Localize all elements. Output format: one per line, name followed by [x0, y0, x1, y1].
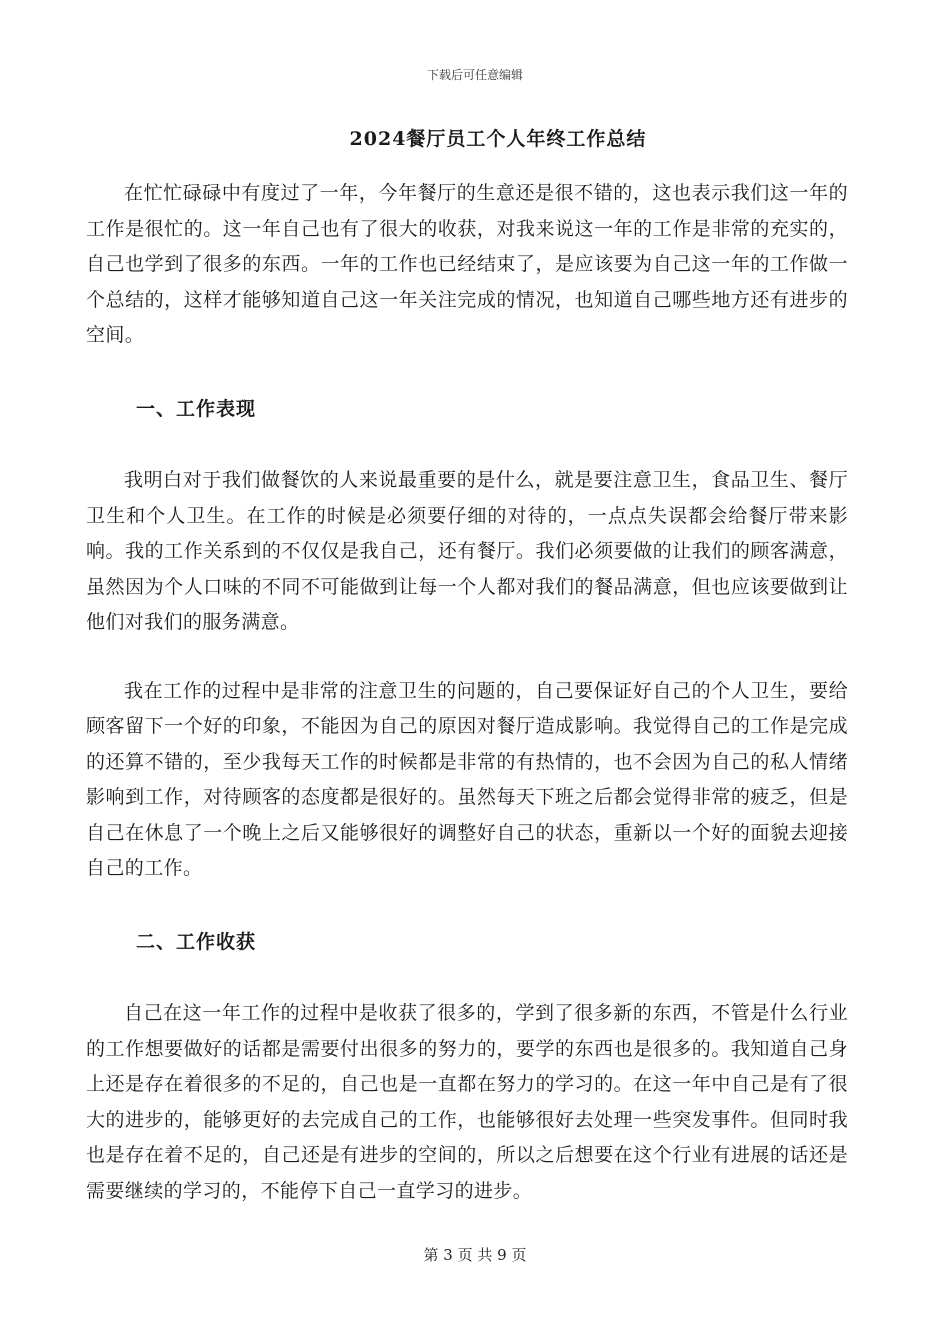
page-footer: 第 3 页 共 9 页: [423, 1246, 527, 1264]
section-heading-gains: 二、工作收获: [136, 930, 257, 953]
document-title: 2024餐厅员工个人年终工作总结: [349, 128, 647, 150]
gains-paragraph-1: 自己在这一年工作的过程中是收获了很多的，学到了很多新的东西，不管是什么行业的工作想要做好的话都是需要付出很多的努力的，要学的东西也是很多的。我知道自己身上还是存在着很多的不足的，自己也是一直都在努力的学习的。在这一年中自己是有了很大的进步的，能够更好的去完成自己的工作，也能够很好去处理一些突发事件。但同时我也是存在着不足的，自己还是有进步的空间的，所以之后想要在这个行业有进展的话还是需要继续的学习的，不能停下自己一直学习的进步。: [86, 1002, 848, 1202]
performance-paragraph-1: 我明白对于我们做餐饮的人来说最重要的是什么，就是要注意卫生，食品卫生、餐厅卫生和个人卫生。在工作的时候是必须要仔细的对待的，一点点失误都会给餐厅带来影响。我的工作关系到的不仅仅是我自己，还有餐厅。我们必须要做的让我们的顾客满意，虽然因为个人口味的不同不可能做到让每一个人都对我们的餐品满意，但也应该要做到让他们对我们的服务满意。: [86, 469, 848, 633]
header-note: 下载后可任意编辑: [426, 68, 523, 82]
document-body: [86, 176, 848, 1209]
intro-paragraph: 在忙忙碌碌中有度过了一年，今年餐厅的生意还是很不错的，这也表示我们这一年的工作是很忙的。这一年自己也有了很大的收获，对我来说这一年的工作是非常的充实的，自己也学到了很多的东西。一年的工作也已经结束了，是应该要为自己这一年的工作做一个总结的，这样才能够知道自己这一年关注完成的情况，也知道自己哪些地方还有进步的空间。: [86, 182, 848, 346]
performance-paragraph-2: 我在工作的过程中是非常的注意卫生的问题的，自己要保证好自己的个人卫生，要给顾客留下一个好的印象，不能因为自己的原因对餐厅造成影响。我觉得自己的工作是完成的还算不错的，至少我每天工作的时候都是非常的有热情的，也不会因为自己的私人情绪影响到工作，对待顾客的态度都是很好的。虽然每天下班之后都会觉得非常的疲乏，但是自己在休息了一个晚上之后又能够很好的调整好自己的状态，重新以一个好的面貌去迎接自己的工作。: [86, 679, 848, 879]
section-heading-performance: 一、工作表现: [136, 397, 257, 420]
